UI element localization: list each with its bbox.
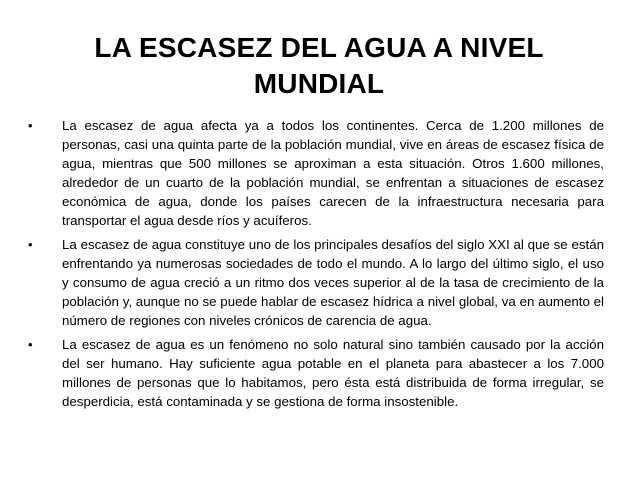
bullet-text: La escasez de agua afecta ya a todos los continentes. Cerca de 1.200 millones de personas, casi una quinta parte de la población mundial, vive en áreas de escasez física de agua, mientras que 500 millones se aproximan a esta situación. Otros 1.600 millones, alrededor de un cuarto de la población mundial, se enfrentan a situaciones de escasez económica de agua, donde los países carecen de la infraestructura necesaria para transportar el agua desde ríos y acuíferos.: [62, 118, 604, 228]
bullet-list: [28, 116, 604, 416]
bullet-item-1: [28, 116, 604, 230]
bullet-text: La escasez de agua es un fenómeno no solo natural sino también causado por la acción del ser humano. Hay suficiente agua potable en el planeta para abastecer a los 7.000 millones de personas que lo habitamos, pero ésta está distribuida de forma irregular, se desperdicia, está contaminada y se gestiona de forma insostenible.: [62, 337, 604, 409]
bullet-dot-icon: •: [28, 118, 33, 133]
bullet-item-2: [28, 235, 604, 330]
slide-title: LA ESCASEZ DEL AGUA A NIVEL MUNDIAL: [94, 32, 544, 99]
bullet-item-3: [28, 335, 604, 411]
bullet-text: La escasez de agua constituye uno de los principales desafíos del siglo XXI al que se están enfrentando ya numerosas sociedades de todo el mundo. A lo largo del último siglo, el uso y consumo de agua creció a un ritmo dos veces superior al de la tasa de crecimiento de la población y, aunque no se puede hablar de escasez hídrica a nivel global, va en aumento el número de regiones con niveles crónicos de carencia de agua.: [62, 237, 604, 328]
bullet-dot-icon: •: [28, 337, 33, 352]
bullet-dot-icon: •: [28, 237, 33, 252]
